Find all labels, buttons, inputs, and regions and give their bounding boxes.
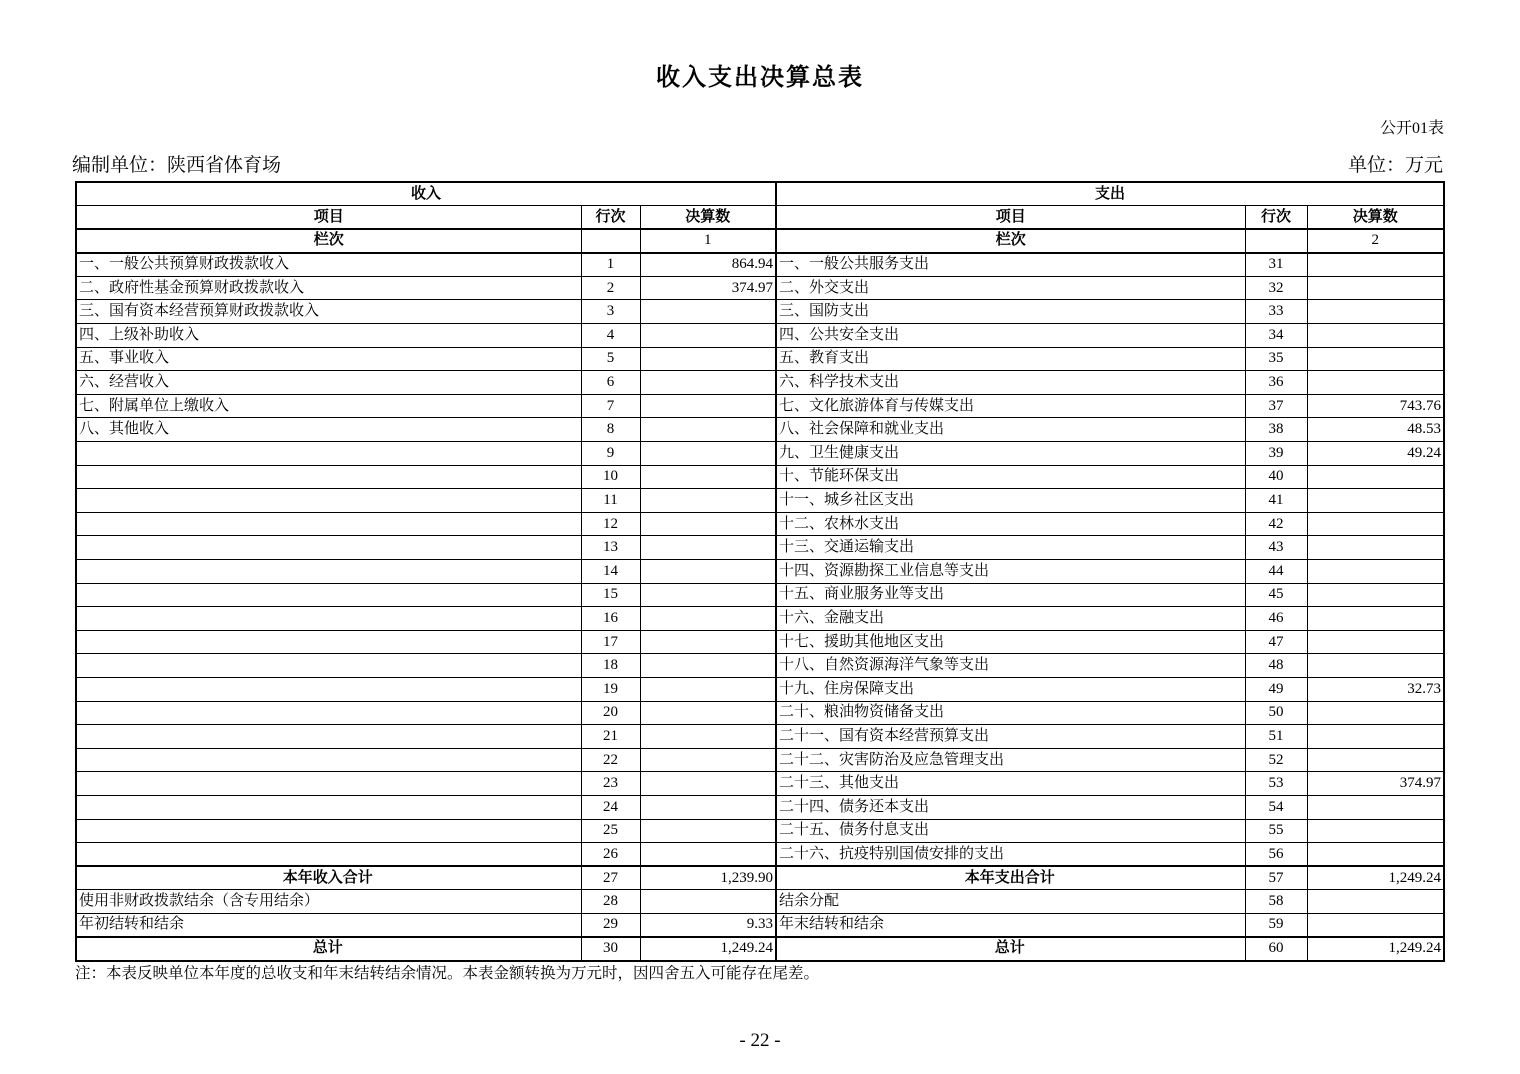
unit-label: 单位：万元 <box>1347 155 1443 176</box>
expense-amount-cell <box>1307 654 1444 678</box>
expense-amount-cell <box>1307 371 1444 395</box>
income-rowno-cell: 25 <box>581 819 640 843</box>
expense-item-header: 项目 <box>776 206 1245 230</box>
expense-item-cell: 年末结转和结余 <box>776 913 1245 937</box>
income-item-cell <box>76 701 581 725</box>
expense-rowno-cell: 56 <box>1245 843 1307 867</box>
income-lanci-label: 栏次 <box>76 229 581 253</box>
expense-item-cell: 十四、资源勘探工业信息等支出 <box>776 560 1245 584</box>
expense-item-cell: 十九、住房保障支出 <box>776 677 1245 701</box>
income-rowno-cell: 9 <box>581 442 640 466</box>
table-row <box>76 465 1444 489</box>
income-lanci-blank <box>581 229 640 253</box>
expense-amount-cell <box>1307 536 1444 560</box>
expense-amount-cell <box>1307 560 1444 584</box>
income-rowno-cell: 24 <box>581 795 640 819</box>
expense-amount-cell <box>1307 276 1444 300</box>
expense-rowno-cell: 48 <box>1245 654 1307 678</box>
income-amount-cell: 864.94 <box>640 253 776 277</box>
income-item-cell <box>76 819 581 843</box>
income-amount-header: 决算数 <box>640 206 776 230</box>
expense-rowno-cell: 40 <box>1245 465 1307 489</box>
income-amount-cell <box>640 442 776 466</box>
expense-amount-cell <box>1307 748 1444 772</box>
expense-rowno-cell: 36 <box>1245 371 1307 395</box>
expense-section-header: 支出 <box>776 182 1444 206</box>
income-amount-cell <box>640 748 776 772</box>
expense-rowno-cell: 47 <box>1245 630 1307 654</box>
income-item-cell: 三、国有资本经营预算财政拨款收入 <box>76 300 581 324</box>
income-item-cell: 总计 <box>76 937 581 961</box>
expense-amount-cell <box>1307 843 1444 867</box>
expense-item-cell: 二十四、债务还本支出 <box>776 795 1245 819</box>
expense-item-cell: 十六、金融支出 <box>776 607 1245 631</box>
income-amount-cell <box>640 560 776 584</box>
income-rowno-cell: 28 <box>581 890 640 914</box>
income-rowno-cell: 1 <box>581 253 640 277</box>
expense-amount-cell <box>1307 795 1444 819</box>
expense-rowno-cell: 60 <box>1245 937 1307 961</box>
expense-item-cell: 二十一、国有资本经营预算支出 <box>776 725 1245 749</box>
column-header-row <box>76 206 1444 230</box>
income-amount-cell <box>640 583 776 607</box>
income-amount-cell: 1,249.24 <box>640 937 776 961</box>
expense-amount-cell <box>1307 913 1444 937</box>
expense-rowno-cell: 34 <box>1245 324 1307 348</box>
expense-rowno-cell: 53 <box>1245 772 1307 796</box>
income-item-cell <box>76 607 581 631</box>
table-row <box>76 418 1444 442</box>
table-row <box>76 748 1444 772</box>
expense-rowno-cell: 51 <box>1245 725 1307 749</box>
income-amount-cell <box>640 725 776 749</box>
income-rowno-cell: 10 <box>581 465 640 489</box>
expense-item-cell: 八、社会保障和就业支出 <box>776 418 1245 442</box>
income-rowno-cell: 22 <box>581 748 640 772</box>
income-rowno-cell: 4 <box>581 324 640 348</box>
expense-item-cell: 六、科学技术支出 <box>776 371 1245 395</box>
expense-rowno-cell: 57 <box>1245 866 1307 890</box>
income-amount-cell <box>640 607 776 631</box>
column-index-row <box>76 229 1444 253</box>
expense-item-cell: 十八、自然资源海洋气象等支出 <box>776 654 1245 678</box>
income-item-cell: 使用非财政拨款结余（含专用结余） <box>76 890 581 914</box>
income-amount-cell <box>640 465 776 489</box>
income-item-cell <box>76 442 581 466</box>
prep-line <box>72 150 1443 177</box>
income-item-cell <box>76 536 581 560</box>
expense-rowno-cell: 42 <box>1245 512 1307 536</box>
income-rowno-cell: 23 <box>581 772 640 796</box>
income-item-cell <box>76 748 581 772</box>
table-row <box>76 489 1444 513</box>
expense-amount-cell <box>1307 630 1444 654</box>
expense-rowno-cell: 52 <box>1245 748 1307 772</box>
expense-item-cell: 三、国防支出 <box>776 300 1245 324</box>
income-column-number: 1 <box>640 229 776 253</box>
expense-item-cell: 一、一般公共服务支出 <box>776 253 1245 277</box>
income-amount-cell <box>640 654 776 678</box>
income-rowno-cell: 8 <box>581 418 640 442</box>
final-accounts-table <box>75 181 1445 962</box>
income-item-cell <box>76 465 581 489</box>
table-row <box>76 253 1444 277</box>
income-item-cell <box>76 772 581 796</box>
expense-amount-cell: 374.97 <box>1307 772 1444 796</box>
expense-lanci-label: 栏次 <box>776 229 1245 253</box>
expense-amount-cell: 48.53 <box>1307 418 1444 442</box>
expense-item-cell: 四、公共安全支出 <box>776 324 1245 348</box>
page-number: - 22 - <box>739 1030 781 1051</box>
expense-amount-cell <box>1307 725 1444 749</box>
table-row <box>76 937 1444 961</box>
table-row <box>76 394 1444 418</box>
expense-column-number: 2 <box>1307 229 1444 253</box>
table-row <box>76 890 1444 914</box>
expense-amount-cell: 743.76 <box>1307 394 1444 418</box>
income-rowno-cell: 15 <box>581 583 640 607</box>
expense-amount-cell <box>1307 512 1444 536</box>
income-rowno-cell: 7 <box>581 394 640 418</box>
income-amount-cell <box>640 630 776 654</box>
income-rowno-cell: 27 <box>581 866 640 890</box>
table-row <box>76 630 1444 654</box>
income-item-cell <box>76 725 581 749</box>
expense-amount-cell <box>1307 583 1444 607</box>
income-amount-cell <box>640 371 776 395</box>
income-rowno-cell: 11 <box>581 489 640 513</box>
form-code-label: 公开01表 <box>1379 120 1444 137</box>
page-title: 收入支出决算总表 <box>656 65 864 91</box>
expense-rowno-cell: 54 <box>1245 795 1307 819</box>
expense-rowno-cell: 37 <box>1245 394 1307 418</box>
expense-item-cell: 二十二、灾害防治及应急管理支出 <box>776 748 1245 772</box>
expense-rowno-cell: 32 <box>1245 276 1307 300</box>
expense-amount-cell <box>1307 890 1444 914</box>
expense-item-cell: 二十、粮油物资储备支出 <box>776 701 1245 725</box>
table-row <box>76 347 1444 371</box>
expense-item-cell: 二、外交支出 <box>776 276 1245 300</box>
income-rowno-cell: 20 <box>581 701 640 725</box>
income-item-cell: 二、政府性基金预算财政拨款收入 <box>76 276 581 300</box>
income-item-cell: 一、一般公共预算财政拨款收入 <box>76 253 581 277</box>
expense-item-cell: 二十六、抗疫特别国债安排的支出 <box>776 843 1245 867</box>
income-item-cell <box>76 630 581 654</box>
expense-lanci-blank <box>1245 229 1307 253</box>
expense-rowno-header: 行次 <box>1245 206 1307 230</box>
table-row <box>76 843 1444 867</box>
income-amount-cell: 374.97 <box>640 276 776 300</box>
expense-amount-cell <box>1307 819 1444 843</box>
expense-rowno-cell: 59 <box>1245 913 1307 937</box>
table-row <box>76 677 1444 701</box>
income-rowno-cell: 17 <box>581 630 640 654</box>
income-item-header: 项目 <box>76 206 581 230</box>
table-body <box>76 253 1444 961</box>
expense-amount-cell <box>1307 701 1444 725</box>
expense-amount-cell <box>1307 465 1444 489</box>
section-header-row <box>76 182 1444 206</box>
income-rowno-cell: 29 <box>581 913 640 937</box>
expense-item-cell: 二十三、其他支出 <box>776 772 1245 796</box>
expense-item-cell: 九、卫生健康支出 <box>776 442 1245 466</box>
income-amount-cell <box>640 347 776 371</box>
income-rowno-cell: 26 <box>581 843 640 867</box>
table-row <box>76 772 1444 796</box>
table-row <box>76 913 1444 937</box>
income-rowno-cell: 16 <box>581 607 640 631</box>
expense-item-cell: 五、教育支出 <box>776 347 1245 371</box>
expense-item-cell: 十、节能环保支出 <box>776 465 1245 489</box>
income-item-cell: 五、事业收入 <box>76 347 581 371</box>
income-rowno-cell: 2 <box>581 276 640 300</box>
income-item-cell: 年初结转和结余 <box>76 913 581 937</box>
table-row <box>76 324 1444 348</box>
expense-item-cell: 十二、农林水支出 <box>776 512 1245 536</box>
income-amount-cell <box>640 819 776 843</box>
expense-amount-cell <box>1307 489 1444 513</box>
income-amount-cell <box>640 418 776 442</box>
table-row <box>76 607 1444 631</box>
income-rowno-cell: 12 <box>581 512 640 536</box>
table-row <box>76 725 1444 749</box>
income-item-cell <box>76 560 581 584</box>
table-row <box>76 560 1444 584</box>
income-amount-cell <box>640 300 776 324</box>
expense-item-cell: 十七、援助其他地区支出 <box>776 630 1245 654</box>
expense-amount-cell <box>1307 300 1444 324</box>
income-rowno-cell: 30 <box>581 937 640 961</box>
income-section-header: 收入 <box>76 182 776 206</box>
income-amount-cell: 1,239.90 <box>640 866 776 890</box>
expense-item-cell: 结余分配 <box>776 890 1245 914</box>
expense-rowno-cell: 41 <box>1245 489 1307 513</box>
expense-rowno-cell: 50 <box>1245 701 1307 725</box>
table-row <box>76 371 1444 395</box>
expense-rowno-cell: 43 <box>1245 536 1307 560</box>
income-amount-cell <box>640 795 776 819</box>
income-item-cell: 七、附属单位上缴收入 <box>76 394 581 418</box>
income-amount-cell <box>640 677 776 701</box>
income-rowno-cell: 19 <box>581 677 640 701</box>
income-amount-cell <box>640 843 776 867</box>
table-row <box>76 701 1444 725</box>
expense-amount-cell: 1,249.24 <box>1307 866 1444 890</box>
expense-amount-cell: 1,249.24 <box>1307 937 1444 961</box>
income-rowno-cell: 14 <box>581 560 640 584</box>
table-header <box>76 182 1444 253</box>
income-rowno-cell: 21 <box>581 725 640 749</box>
expense-amount-cell <box>1307 347 1444 371</box>
income-amount-cell <box>640 489 776 513</box>
expense-item-cell: 本年支出合计 <box>776 866 1245 890</box>
income-rowno-cell: 13 <box>581 536 640 560</box>
expense-rowno-cell: 58 <box>1245 890 1307 914</box>
income-item-cell <box>76 654 581 678</box>
expense-rowno-cell: 33 <box>1245 300 1307 324</box>
expense-amount-header: 决算数 <box>1307 206 1444 230</box>
income-rowno-cell: 6 <box>581 371 640 395</box>
income-amount-cell <box>640 536 776 560</box>
income-item-cell <box>76 512 581 536</box>
footnote: 注：本表反映单位本年度的总收支和年末结转结余情况。本表金额转换为万元时，因四舍五入可能存在尾差。 <box>75 965 820 982</box>
table-row <box>76 442 1444 466</box>
expense-rowno-cell: 46 <box>1245 607 1307 631</box>
income-amount-cell <box>640 890 776 914</box>
expense-rowno-cell: 49 <box>1245 677 1307 701</box>
income-item-cell <box>76 583 581 607</box>
income-amount-cell <box>640 512 776 536</box>
expense-amount-cell: 32.73 <box>1307 677 1444 701</box>
table-row <box>76 512 1444 536</box>
expense-amount-cell <box>1307 253 1444 277</box>
expense-item-cell: 总计 <box>776 937 1245 961</box>
expense-item-cell: 二十五、债务付息支出 <box>776 819 1245 843</box>
income-amount-cell <box>640 772 776 796</box>
table-row <box>76 536 1444 560</box>
table-row <box>76 819 1444 843</box>
expense-rowno-cell: 55 <box>1245 819 1307 843</box>
income-item-cell: 本年收入合计 <box>76 866 581 890</box>
income-rowno-cell: 5 <box>581 347 640 371</box>
income-item-cell <box>76 489 581 513</box>
income-amount-cell <box>640 324 776 348</box>
prepared-by-label: 编制单位：陕西省体育场 <box>72 155 282 176</box>
expense-item-cell: 十三、交通运输支出 <box>776 536 1245 560</box>
expense-rowno-cell: 44 <box>1245 560 1307 584</box>
income-item-cell <box>76 677 581 701</box>
income-amount-cell <box>640 701 776 725</box>
expense-rowno-cell: 38 <box>1245 418 1307 442</box>
expense-rowno-cell: 39 <box>1245 442 1307 466</box>
income-item-cell: 四、上级补助收入 <box>76 324 581 348</box>
income-rowno-cell: 18 <box>581 654 640 678</box>
table-row <box>76 866 1444 890</box>
table-row <box>76 583 1444 607</box>
income-item-cell <box>76 843 581 867</box>
income-item-cell <box>76 795 581 819</box>
income-item-cell: 六、经营收入 <box>76 371 581 395</box>
table-row <box>76 300 1444 324</box>
table-row <box>76 276 1444 300</box>
income-amount-cell <box>640 394 776 418</box>
expense-item-cell: 七、文化旅游体育与传媒支出 <box>776 394 1245 418</box>
expense-item-cell: 十五、商业服务业等支出 <box>776 583 1245 607</box>
expense-rowno-cell: 45 <box>1245 583 1307 607</box>
expense-amount-cell <box>1307 607 1444 631</box>
expense-rowno-cell: 31 <box>1245 253 1307 277</box>
expense-item-cell: 十一、城乡社区支出 <box>776 489 1245 513</box>
expense-amount-cell <box>1307 324 1444 348</box>
expense-amount-cell: 49.24 <box>1307 442 1444 466</box>
income-item-cell: 八、其他收入 <box>76 418 581 442</box>
income-amount-cell: 9.33 <box>640 913 776 937</box>
income-rowno-cell: 3 <box>581 300 640 324</box>
table-row <box>76 654 1444 678</box>
income-rowno-header: 行次 <box>581 206 640 230</box>
table-row <box>76 795 1444 819</box>
expense-rowno-cell: 35 <box>1245 347 1307 371</box>
